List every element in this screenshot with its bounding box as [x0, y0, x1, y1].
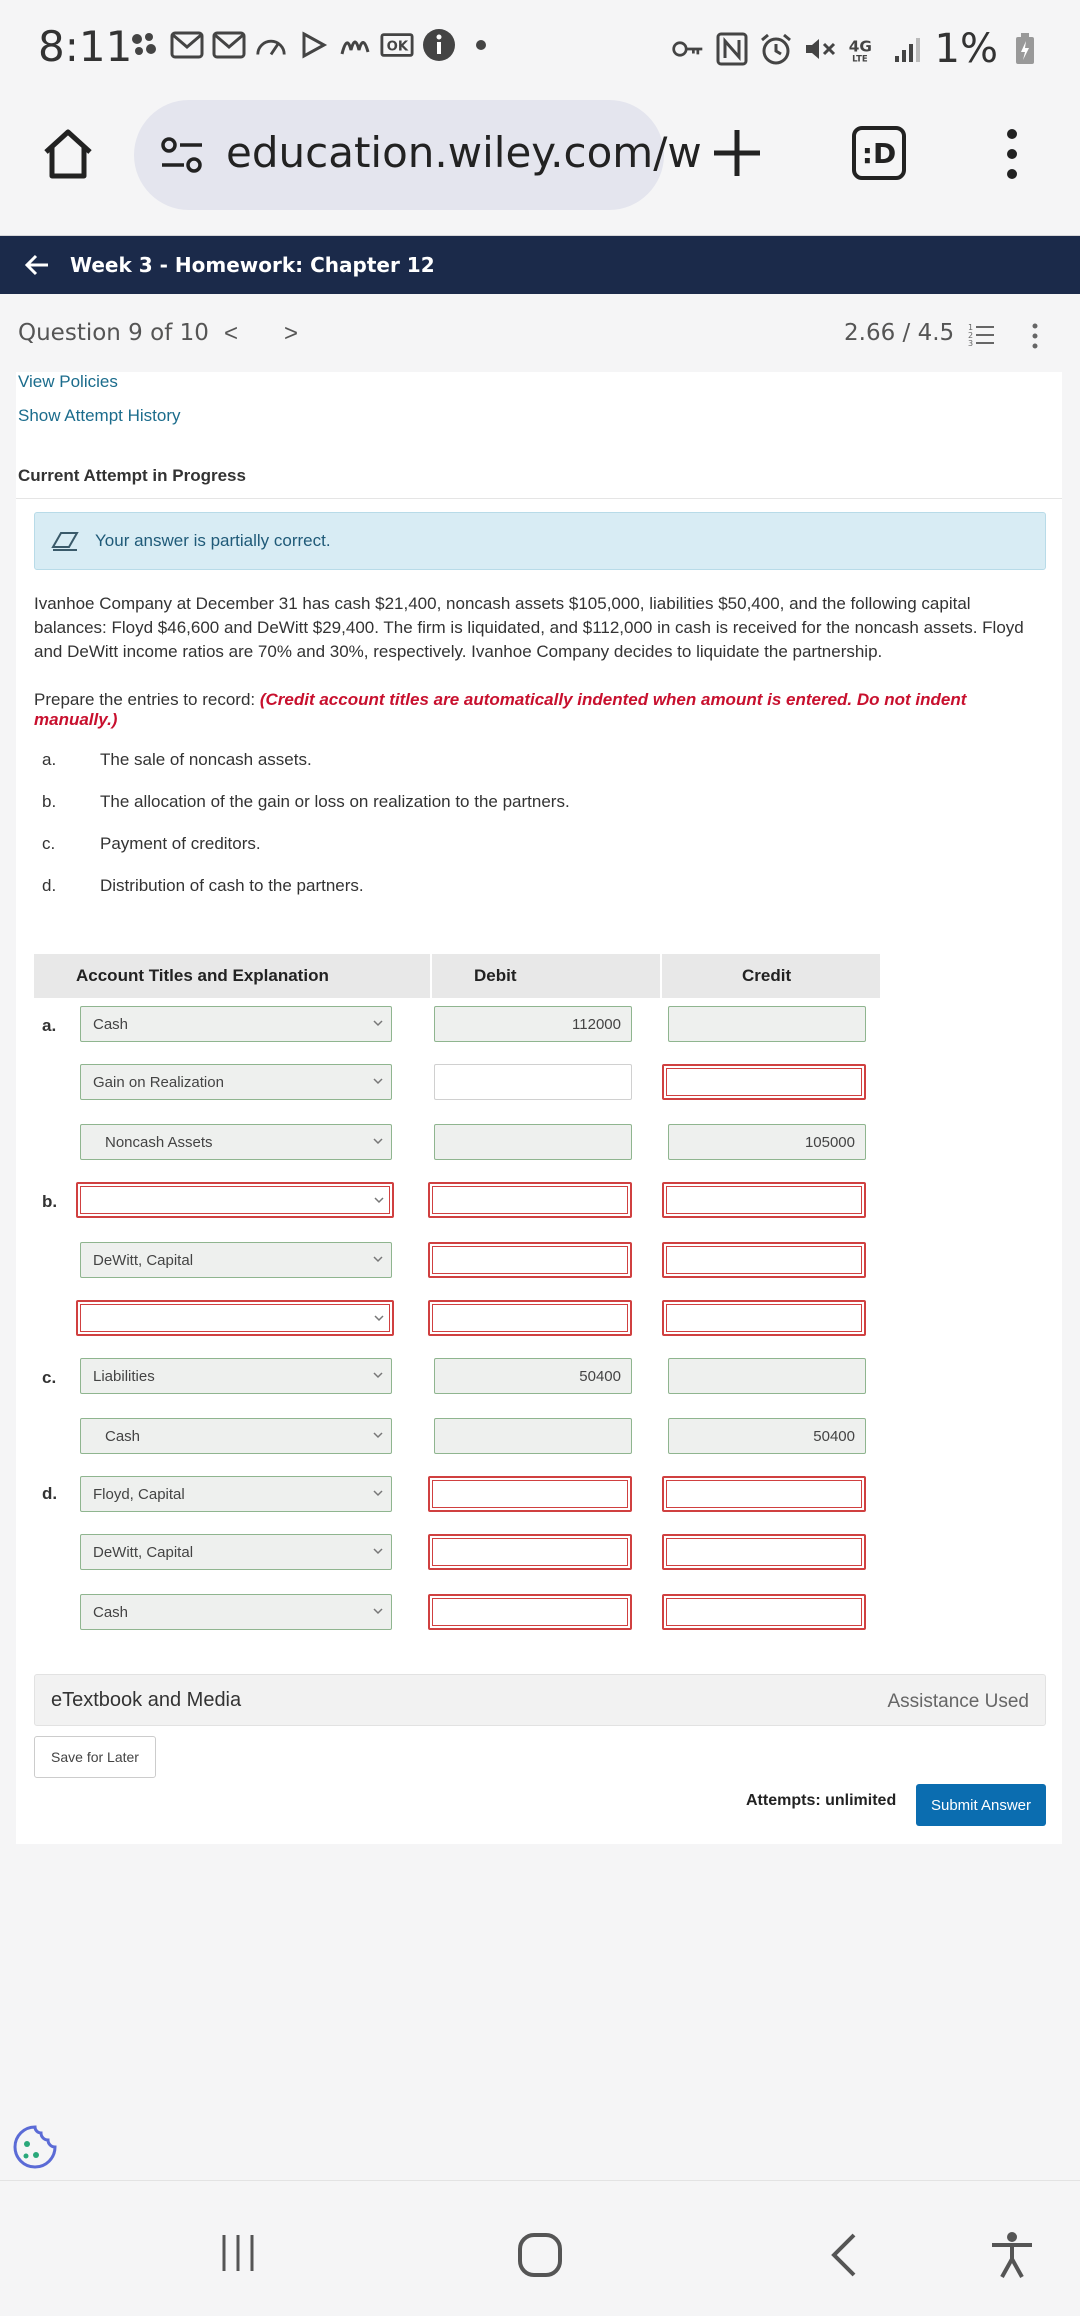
network-icon [847, 32, 881, 66]
debit-input[interactable] [434, 1418, 632, 1454]
credit-input[interactable] [662, 1182, 866, 1218]
chevron-down-icon [371, 1483, 385, 1503]
home-icon[interactable] [40, 126, 96, 182]
notification-icons [128, 28, 498, 62]
problem-statement: Ivanhoe Company at December 31 has cash $21,400, noncash assets $105,000, liabilities $50,400, and the following capital balances: Floyd $46,600 and DeWitt $29,400. The firm is liquidated, and $112,000 in cash is received for the noncash assets. Floyd and DeWitt income ratios are 70% and 30%, respectively. Ivanhoe Company decides to liquidate the partnership. [34, 594, 1024, 661]
account-select[interactable]: Gain on Realization [80, 1064, 392, 1100]
svg-text:2: 2 [968, 331, 974, 340]
back-arrow-icon[interactable] [24, 252, 50, 278]
account-select[interactable]: Cash [80, 1006, 392, 1042]
instructions [34, 690, 1044, 730]
new-tab-icon[interactable] [710, 126, 764, 180]
question-number: Question 9 of 10 [18, 320, 209, 346]
debit-input[interactable]: 112000 [434, 1006, 632, 1042]
debit-input[interactable] [434, 1064, 632, 1100]
debit-input[interactable] [428, 1594, 632, 1630]
step-item [42, 792, 570, 812]
signal-icon [891, 32, 925, 66]
chevron-down-icon [371, 1013, 385, 1033]
step-text: Payment of creditors. [100, 834, 261, 853]
home-button-icon[interactable] [516, 2231, 564, 2279]
account-select[interactable]: Cash [80, 1418, 392, 1454]
feedback-text: Your answer is partially correct. [95, 531, 331, 550]
account-column-header: Account Titles and Explanation [76, 966, 329, 985]
question-card [16, 372, 1062, 1844]
credit-input[interactable] [662, 1300, 866, 1336]
address-bar[interactable] [134, 100, 702, 210]
clock: 8:11 [38, 22, 133, 71]
gauge-icon [254, 28, 288, 62]
step-letter: c. [42, 834, 56, 853]
step-item [42, 876, 364, 896]
step-letter: b. [42, 792, 57, 811]
account-select[interactable]: Noncash Assets [80, 1124, 392, 1160]
journal-table-header [34, 954, 880, 998]
entry-label: c. [42, 1368, 57, 1387]
attempts-text: Attempts: unlimited [746, 1792, 897, 1809]
account-select[interactable]: Cash [80, 1594, 392, 1630]
cookie-icon[interactable] [12, 2124, 58, 2170]
chevron-down-icon [371, 1541, 385, 1561]
more-options-icon[interactable] [1030, 322, 1040, 350]
divider [660, 954, 662, 998]
battery-charging-icon [1008, 32, 1042, 66]
entry-label: a. [42, 1016, 57, 1035]
site-settings-icon[interactable] [160, 134, 204, 178]
chevron-down-icon [372, 1190, 386, 1210]
ok-icon [380, 28, 414, 62]
recent-apps-icon[interactable] [216, 2231, 260, 2275]
status-bar [0, 0, 1080, 96]
credit-input[interactable] [662, 1534, 866, 1570]
assistance-used-label: Assistance Used [887, 1691, 1029, 1712]
debit-input[interactable] [428, 1182, 632, 1218]
info-icon [422, 28, 456, 62]
accessibility-icon[interactable] [988, 2231, 1036, 2279]
credit-input[interactable]: 105000 [668, 1124, 866, 1160]
browser-toolbar [0, 96, 1080, 236]
step-letter: d. [42, 876, 57, 895]
etextbook-label[interactable]: eTextbook and Media [51, 1689, 242, 1711]
submit-answer-button[interactable]: Submit Answer [916, 1784, 1046, 1826]
account-select[interactable]: DeWitt, Capital [80, 1534, 392, 1570]
account-select[interactable]: Liabilities [80, 1358, 392, 1394]
url-text[interactable]: education.wiley.com/w [226, 128, 702, 177]
debit-column-header: Debit [474, 966, 517, 985]
credit-input[interactable] [662, 1242, 866, 1278]
dot-icon [464, 28, 498, 62]
debit-input[interactable] [428, 1300, 632, 1336]
chevron-down-icon [372, 1308, 386, 1328]
debit-input[interactable]: 50400 [434, 1358, 632, 1394]
instructions-lead: Prepare the entries to record: [34, 690, 260, 709]
svg-text:1: 1 [968, 323, 974, 332]
previous-question-button[interactable]: < [224, 320, 239, 347]
question-list-icon[interactable] [968, 322, 996, 348]
back-button-icon[interactable] [826, 2231, 862, 2279]
next-question-button[interactable]: > [284, 320, 299, 347]
debit-input[interactable] [428, 1242, 632, 1278]
step-text: Distribution of cash to the partners. [100, 876, 364, 895]
dots-icon [128, 28, 162, 62]
debit-input[interactable] [434, 1124, 632, 1160]
step-item [42, 834, 261, 854]
svg-text:3: 3 [968, 339, 974, 348]
credit-input[interactable] [668, 1358, 866, 1394]
chevron-down-icon [371, 1365, 385, 1385]
account-select[interactable]: DeWitt, Capital [80, 1242, 392, 1278]
nfc-icon [715, 32, 749, 66]
eraser-icon [51, 529, 79, 553]
assignment-header [0, 236, 1080, 294]
credit-input[interactable]: 50400 [668, 1418, 866, 1454]
etextbook-panel[interactable] [34, 1674, 1046, 1726]
chevron-down-icon [371, 1601, 385, 1621]
tab-switcher-button[interactable]: :D [852, 126, 906, 180]
account-select[interactable] [76, 1300, 394, 1336]
step-text: The sale of noncash assets. [100, 750, 312, 769]
battery-percent: 1% [934, 26, 998, 72]
divider [430, 954, 432, 998]
credit-input[interactable] [662, 1476, 866, 1512]
account-select[interactable]: Floyd, Capital [80, 1476, 392, 1512]
key-icon [671, 32, 705, 66]
view-policies-link[interactable]: View Policies [18, 372, 118, 391]
chevron-down-icon [371, 1131, 385, 1151]
mute-icon [803, 32, 837, 66]
svg-text:LTE: LTE [851, 54, 868, 65]
mail-icon [170, 28, 204, 62]
debit-input[interactable] [428, 1476, 632, 1512]
credit-input[interactable] [668, 1006, 866, 1042]
alarm-icon [759, 32, 793, 66]
system-navigation-bar [0, 2180, 1080, 2316]
m-icon [338, 28, 372, 62]
score: 2.66 / 4.5 [844, 320, 955, 346]
play-icon [296, 28, 330, 62]
assignment-title[interactable]: Week 3 - Homework: Chapter 12 [70, 253, 435, 277]
feedback-alert [34, 512, 1046, 570]
entry-label: b. [42, 1192, 58, 1211]
question-nav [0, 300, 1080, 370]
save-for-later-button[interactable]: Save for Later [34, 1736, 156, 1778]
chevron-down-icon [371, 1425, 385, 1445]
account-select[interactable] [76, 1182, 394, 1218]
show-attempt-history-link[interactable]: Show Attempt History [18, 406, 181, 425]
mail-icon [212, 28, 246, 62]
chevron-down-icon [371, 1249, 385, 1269]
credit-column-header: Credit [742, 966, 792, 985]
instructions-note: (Credit account titles are automatically indented when amount is entered. Do not indent manually.) [34, 690, 967, 729]
credit-input[interactable] [662, 1594, 866, 1630]
attempt-heading: Current Attempt in Progress [18, 466, 246, 485]
browser-menu-icon[interactable] [1000, 126, 1024, 182]
step-item [42, 750, 312, 770]
step-text: The allocation of the gain or loss on realization to the partners. [100, 792, 570, 811]
svg-text:4G: 4G [848, 37, 872, 56]
system-icons [671, 26, 1042, 72]
divider [16, 498, 1062, 499]
svg-text:OK: OK [386, 39, 409, 55]
chevron-down-icon [371, 1071, 385, 1091]
credit-input[interactable] [662, 1064, 866, 1100]
entry-label: d. [42, 1484, 58, 1503]
step-letter: a. [42, 750, 57, 769]
debit-input[interactable] [428, 1534, 632, 1570]
